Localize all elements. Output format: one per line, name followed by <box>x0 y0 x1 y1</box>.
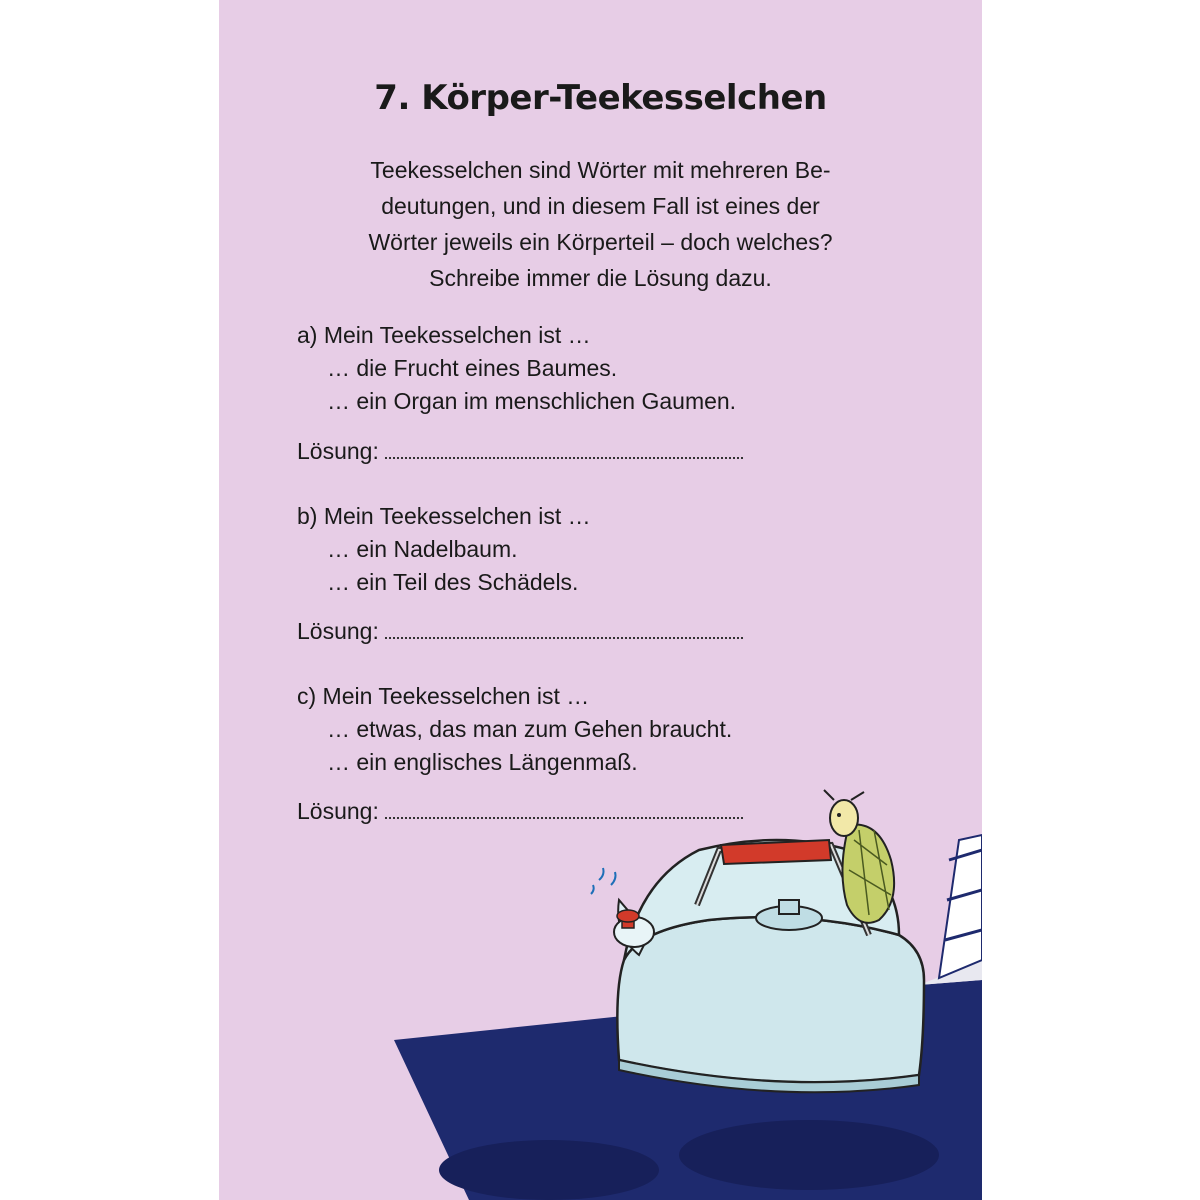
task-question: c) Mein Teekesselchen ist … <box>297 683 590 709</box>
task-option: … ein Teil des Schädels. <box>327 569 579 595</box>
task-question: a) Mein Teekesselchen ist … <box>297 322 591 348</box>
task-option: … ein Nadelbaum. <box>327 536 518 562</box>
intro-line: Schreibe immer die Lösung dazu. <box>429 265 772 291</box>
task-option: … etwas, das man zum Gehen braucht. <box>327 716 733 742</box>
task-option: … ein englisches Längenmaß. <box>327 749 638 775</box>
task-option: … ein Organ im menschlichen Gaumen. <box>327 388 737 414</box>
page-title: 7. Körper-Teekesselchen <box>374 78 827 118</box>
intro-line: deutungen, und in diesem Fall ist eines der <box>381 193 820 219</box>
solution-label: Lösung: <box>297 618 379 644</box>
book-page <box>219 0 982 1200</box>
intro-line: Teekesselchen sind Wörter mit mehreren Be- <box>370 157 831 183</box>
task-question: b) Mein Teekesselchen ist … <box>297 503 591 529</box>
kettle-illustration <box>219 0 982 1200</box>
solution-label: Lösung: <box>297 438 379 464</box>
task-option: … die Frucht eines Baumes. <box>327 355 618 381</box>
solution-label: Lösung: <box>297 798 379 824</box>
intro-line: Wörter jeweils ein Körperteil – doch welches? <box>368 229 833 255</box>
